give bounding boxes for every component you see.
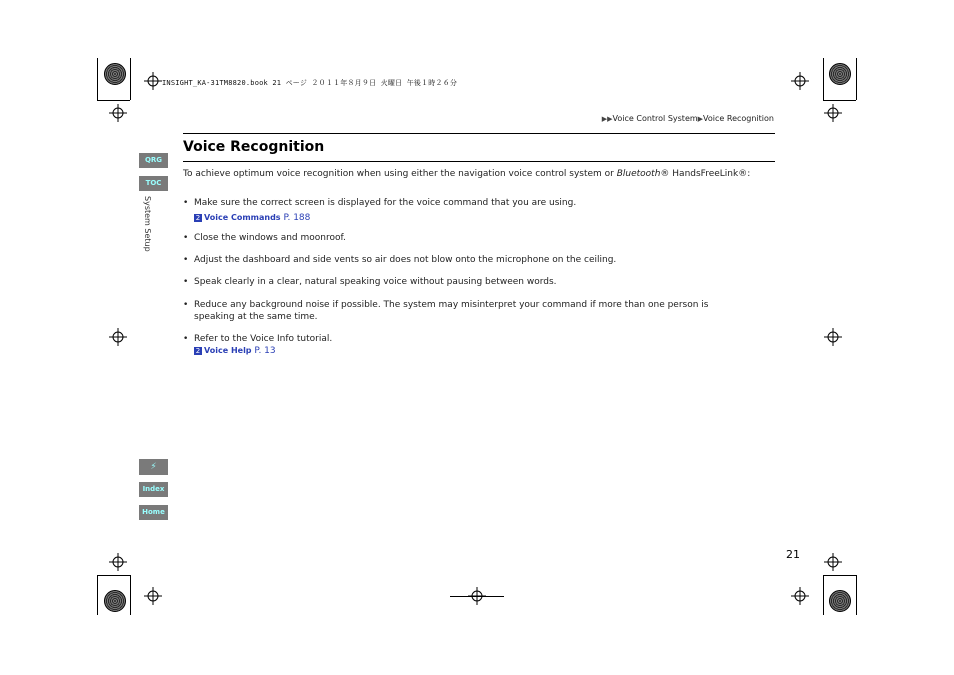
list-item bbox=[183, 254, 743, 266]
intro-text-after: ® HandsFreeLink®: bbox=[660, 169, 751, 179]
crosshair-icon bbox=[824, 104, 842, 122]
page-title: Voice Recognition bbox=[183, 139, 325, 155]
ref-page: P. 13 bbox=[254, 346, 276, 356]
breadcrumb bbox=[602, 114, 774, 123]
crosshair-icon bbox=[144, 72, 162, 90]
crosshair-icon bbox=[824, 553, 842, 571]
bullet-icon: • bbox=[183, 255, 189, 265]
registration-disc-icon bbox=[104, 590, 126, 612]
qrg-button[interactable]: QRG bbox=[139, 153, 168, 168]
bullet-icon: • bbox=[183, 334, 189, 344]
crosshair-icon bbox=[791, 72, 809, 90]
intro-paragraph bbox=[183, 169, 750, 179]
breadcrumb-section-link[interactable]: Voice Control System bbox=[612, 114, 698, 123]
voice-control-button[interactable] bbox=[139, 459, 168, 475]
index-button[interactable]: Index bbox=[139, 482, 168, 497]
breadcrumb-arrows-icon: ▶▶ bbox=[601, 115, 613, 123]
crosshair-icon bbox=[109, 328, 127, 346]
reference-arrow-icon: 2 bbox=[195, 213, 201, 222]
crosshair-icon bbox=[109, 553, 127, 571]
crosshair-icon bbox=[109, 104, 127, 122]
list-item-text: Speak clearly in a clear, natural speaking voice without pausing between words. bbox=[194, 277, 557, 287]
list-item bbox=[183, 197, 743, 209]
intro-text-italic: Bluetooth bbox=[616, 169, 661, 179]
breadcrumb-current: Voice Recognition bbox=[703, 114, 774, 123]
voice-commands-link[interactable] bbox=[194, 213, 310, 223]
section-label: System Setup bbox=[143, 196, 152, 252]
list-item-text: Refer to the Voice Info tutorial. bbox=[194, 334, 333, 344]
bullet-icon: • bbox=[183, 198, 189, 208]
home-button[interactable]: Home bbox=[139, 505, 168, 520]
bullet-icon: • bbox=[183, 300, 189, 310]
list-item-text: Adjust the dashboard and side vents so air does not blow onto the microphone on the ceiling. bbox=[194, 255, 617, 265]
crosshair-icon bbox=[824, 328, 842, 346]
crosshair-icon bbox=[144, 587, 162, 605]
list-item bbox=[183, 333, 743, 345]
toc-button[interactable]: TOC bbox=[139, 176, 168, 191]
reference-arrow-icon: 2 bbox=[195, 346, 201, 355]
voice-icon: ⚡ bbox=[150, 462, 157, 472]
list-item bbox=[183, 232, 743, 244]
ref-label: Voice Help bbox=[204, 346, 252, 355]
page-number: 21 bbox=[786, 548, 800, 561]
registration-disc-icon bbox=[104, 63, 126, 85]
title-bar bbox=[183, 133, 775, 162]
bullet-icon: • bbox=[183, 233, 189, 243]
voice-help-link[interactable] bbox=[194, 346, 276, 356]
breadcrumb-separator-icon: ▶ bbox=[697, 115, 704, 123]
list-item-text: Reduce any background noise if possible. The system may misinterpret your command if more than one person is speaking at the same time. bbox=[194, 300, 709, 322]
print-header-info: INSIGHT_KA-31TM8820.book 21 ページ ２０１１年８月９日 火曜日 午後１時２６分 bbox=[162, 79, 458, 87]
list-item bbox=[183, 276, 743, 288]
registration-disc-icon bbox=[829, 63, 851, 85]
intro-text-before: To achieve optimum voice recognition when using either the navigation voice control system or bbox=[183, 169, 617, 179]
crosshair-icon bbox=[791, 587, 809, 605]
bullet-icon: • bbox=[183, 277, 189, 287]
list-item-text: Make sure the correct screen is displayed for the voice command that you are using. bbox=[194, 198, 577, 208]
ref-label: Voice Commands bbox=[204, 213, 281, 222]
registration-disc-icon bbox=[829, 590, 851, 612]
list-item bbox=[183, 299, 743, 323]
ref-page: P. 188 bbox=[283, 213, 311, 223]
list-item-text: Close the windows and moonroof. bbox=[194, 233, 346, 243]
